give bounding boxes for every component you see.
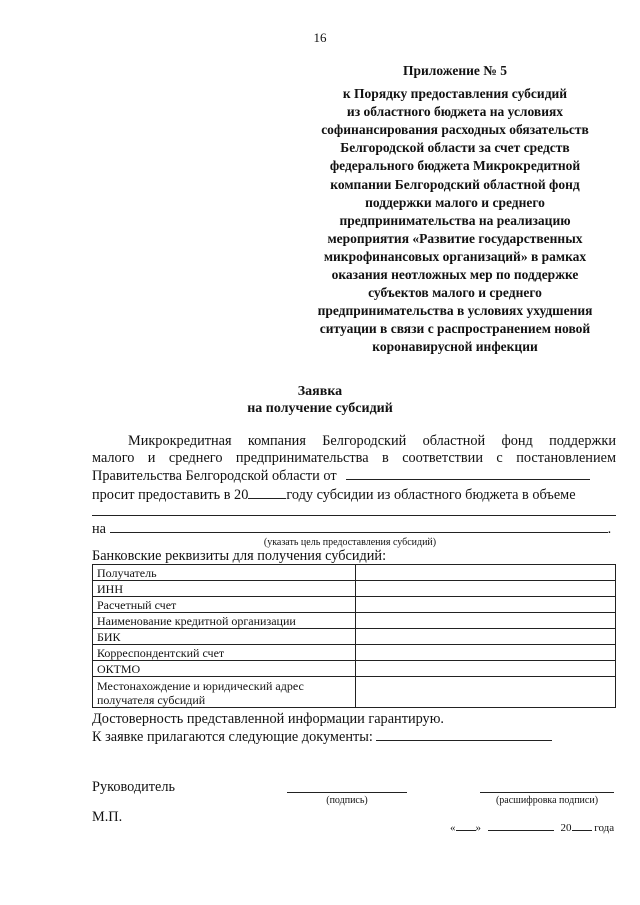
appendix-line: федерального бюджета Микрокредитной — [329, 158, 581, 174]
body-line-3-text: Правительства Белгородской области от — [92, 468, 337, 484]
table-row — [93, 581, 616, 597]
purpose-line — [92, 520, 611, 538]
purpose-hint: (указать цель предоставления субсидий) — [263, 537, 437, 548]
signature-line[interactable] — [287, 792, 407, 793]
appendix-line: предпринимательства в условиях ухудшения — [317, 303, 593, 319]
requisite-label: ОКТМО — [93, 661, 356, 677]
table-row — [93, 629, 616, 645]
requisite-value-field[interactable] — [356, 581, 616, 597]
year-suffix: года — [594, 822, 615, 834]
appendix-line: компании Белгородский областной фонд — [330, 176, 580, 192]
request-text-a: просит предоставить в 20 — [92, 487, 249, 503]
body-line-3 — [92, 467, 590, 485]
date-quote-open: « — [450, 822, 456, 834]
appendix-line: предпринимательства на реализацию — [339, 212, 571, 228]
table-row — [93, 661, 616, 677]
table-row — [93, 613, 616, 629]
requisite-value-field[interactable] — [356, 645, 616, 661]
appendix-line: микрофинансовых организаций» в рамках — [323, 248, 587, 264]
appendix-line: Белгородской области за счет средств — [340, 140, 570, 156]
appendix-line: субъектов малого и среднего — [368, 285, 542, 301]
amount-field-line[interactable] — [92, 515, 616, 516]
purpose-label: на — [92, 521, 106, 537]
head-label: Руководитель — [92, 779, 176, 795]
requisite-label: Местонахождение и юридический адрес получателя субсидий — [93, 677, 356, 708]
appendix-line: к Порядку предоставления субсидий — [342, 86, 568, 102]
requisite-value-field[interactable] — [356, 629, 616, 645]
appendix-header — [285, 62, 625, 357]
attached-text: К заявке прилагаются следующие документы: — [92, 729, 373, 745]
document-subtitle: на получение субсидий — [247, 401, 393, 416]
day-field[interactable] — [456, 821, 476, 831]
purpose-field[interactable] — [110, 520, 608, 533]
requisite-label: ИНН — [93, 581, 356, 597]
purpose-end: . — [607, 521, 612, 537]
attached-documents-field[interactable] — [376, 728, 552, 741]
request-text-b: году субсидии из областного бюджета в объеме — [286, 487, 576, 503]
body-line-2: малого и среднего предпринимательства в соответствии с постановлением — [92, 450, 616, 466]
requisite-value-field[interactable] — [356, 613, 616, 629]
appendix-line: коронавирусной инфекции — [372, 339, 538, 355]
requisite-label: Расчетный счет — [93, 597, 356, 613]
table-row — [93, 645, 616, 661]
body-line-1: Микрокредитная компания Белгородский областной фонд поддержки — [128, 433, 616, 449]
appendix-line: Приложение № 5 — [403, 63, 507, 78]
requisite-value-field[interactable] — [356, 597, 616, 613]
requisite-label: Наименование кредитной организации — [93, 613, 356, 629]
month-field[interactable] — [488, 821, 554, 831]
year-prefix: 20 — [560, 822, 572, 834]
requisite-value-field[interactable] — [356, 661, 616, 677]
year-field[interactable] — [248, 486, 286, 499]
requisite-label: Получатель — [93, 565, 356, 581]
appendix-line: из областного бюджета на условиях — [346, 104, 564, 120]
signature-hint: (подпись) — [326, 795, 368, 806]
table-row — [93, 597, 616, 613]
decoding-line[interactable] — [480, 792, 614, 793]
stamp-label: М.П. — [92, 809, 123, 825]
requisites-table — [92, 564, 616, 708]
requisite-label: БИК — [93, 629, 356, 645]
requisite-label: Корреспондентский счет — [93, 645, 356, 661]
appendix-line: ситуации в связи с распространением новой — [319, 321, 591, 337]
resolution-date-field[interactable] — [346, 467, 590, 480]
appendix-line: мероприятия «Развитие государственных — [327, 230, 583, 246]
page-number: 16 — [313, 30, 327, 45]
body-line-4 — [92, 486, 576, 504]
document-title: Заявка — [297, 384, 343, 399]
date-line — [450, 821, 614, 834]
date-year-field[interactable] — [572, 821, 592, 831]
guarantee-text: Достоверность представленной информации гарантирую. — [92, 711, 444, 727]
attached-line — [92, 728, 552, 746]
requisite-value-field[interactable] — [356, 677, 616, 708]
decoding-hint: (расшифровка подписи) — [495, 795, 599, 806]
table-row — [93, 677, 616, 708]
appendix-line: софинансирования расходных обязательств — [321, 122, 589, 138]
requisite-value-field[interactable] — [356, 565, 616, 581]
table-row — [93, 565, 616, 581]
bank-heading: Банковские реквизиты для получения субсидий: — [92, 548, 387, 564]
appendix-line: оказания неотложных мер по поддержке — [331, 267, 579, 283]
appendix-line: поддержки малого и среднего — [365, 194, 545, 210]
date-quote-close: » — [475, 822, 481, 834]
